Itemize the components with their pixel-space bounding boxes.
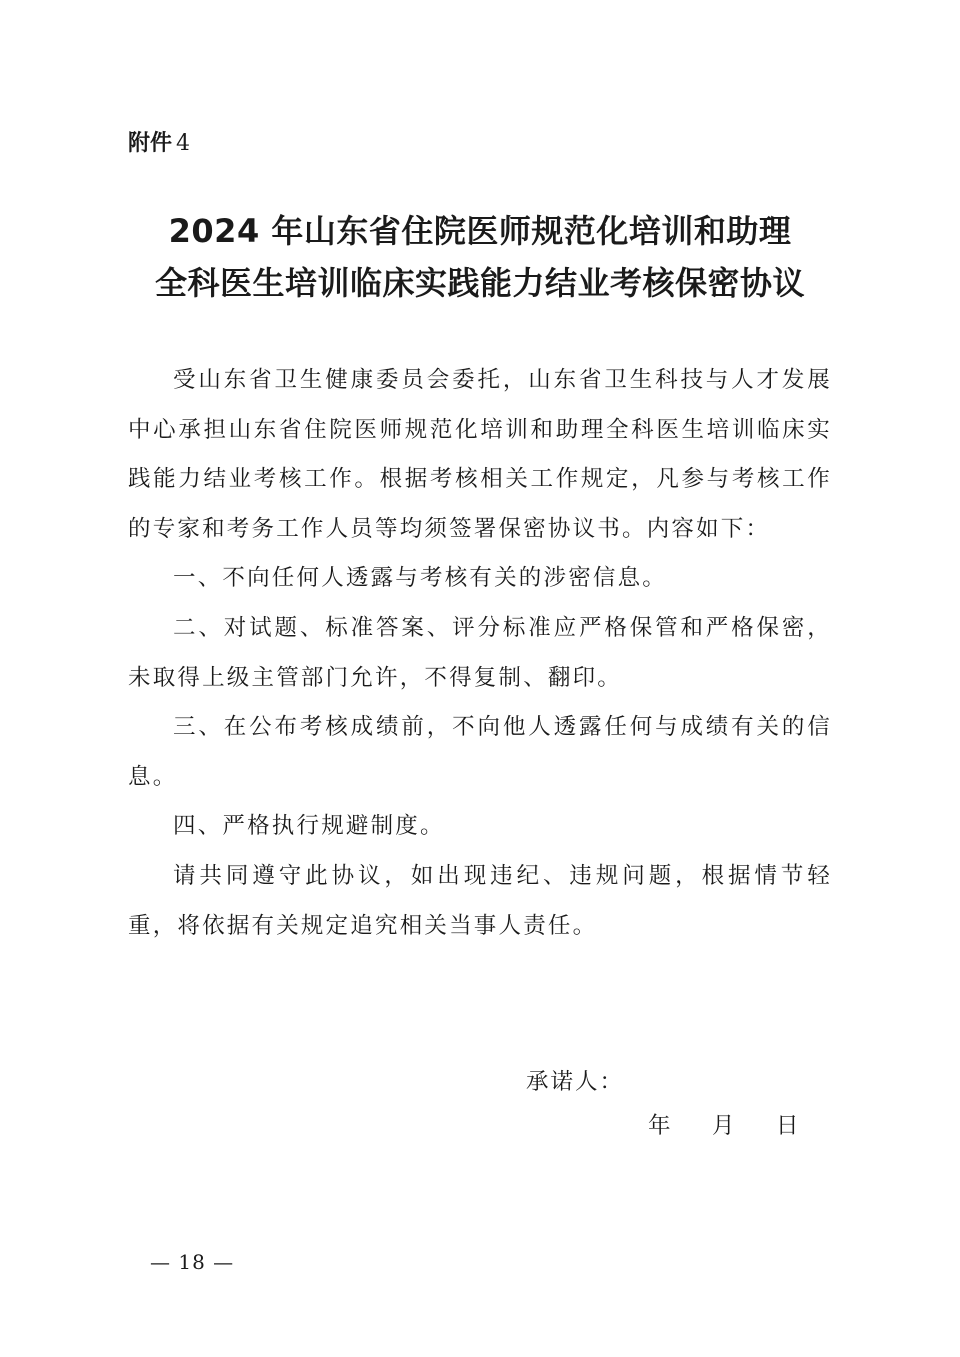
attachment-label-text: 附件 <box>128 131 173 156</box>
signer-label: 承诺人： <box>526 1069 625 1095</box>
document-title-line-2: 全科医生培训临床实践能力结业考核保密协议 <box>154 264 805 302</box>
paragraph-clause-4: 四、严格执行规避制度。 <box>173 813 445 840</box>
paragraph-intro: 受山东省卫生健康委员会委托，山东省卫生科技与人才发展中心承担山东省住院医师规范化培训和助理全科医生培训临床实践能力结业考核工作。根据考核相关工作规定，凡参与考核工作的专家和考务工作人员等均须签署保密协议书。内容如下： <box>128 367 832 542</box>
paragraph-clause-2: 二、对试题、标准答案、评分标准应严格保管和严格保密，未取得上级主管部门允许，不得复制、翻印。 <box>128 614 832 691</box>
date-month-label: 月 <box>712 1113 735 1139</box>
document-title-line-1: 2024 年山东省住院医师规范化培训和助理 <box>168 212 792 250</box>
paragraph-clause-3: 三、在公布考核成绩前，不向他人透露任何与成绩有关的信息。 <box>128 714 832 790</box>
attachment-number: 4 <box>176 131 191 156</box>
page-number: — 18 — <box>150 1250 235 1274</box>
paragraph-closing: 请共同遵守此协议，如出现违纪、违规问题，根据情节轻重，将依据有关规定追究相关当事人责任。 <box>128 862 832 939</box>
date-day-label: 日 <box>776 1113 799 1139</box>
attachment-label <box>128 126 190 162</box>
date-year-label: 年 <box>648 1113 671 1139</box>
paragraph-clause-1: 一、不向任何人透露与考核有关的涉密信息。 <box>173 565 668 592</box>
agreement-body <box>128 356 832 951</box>
